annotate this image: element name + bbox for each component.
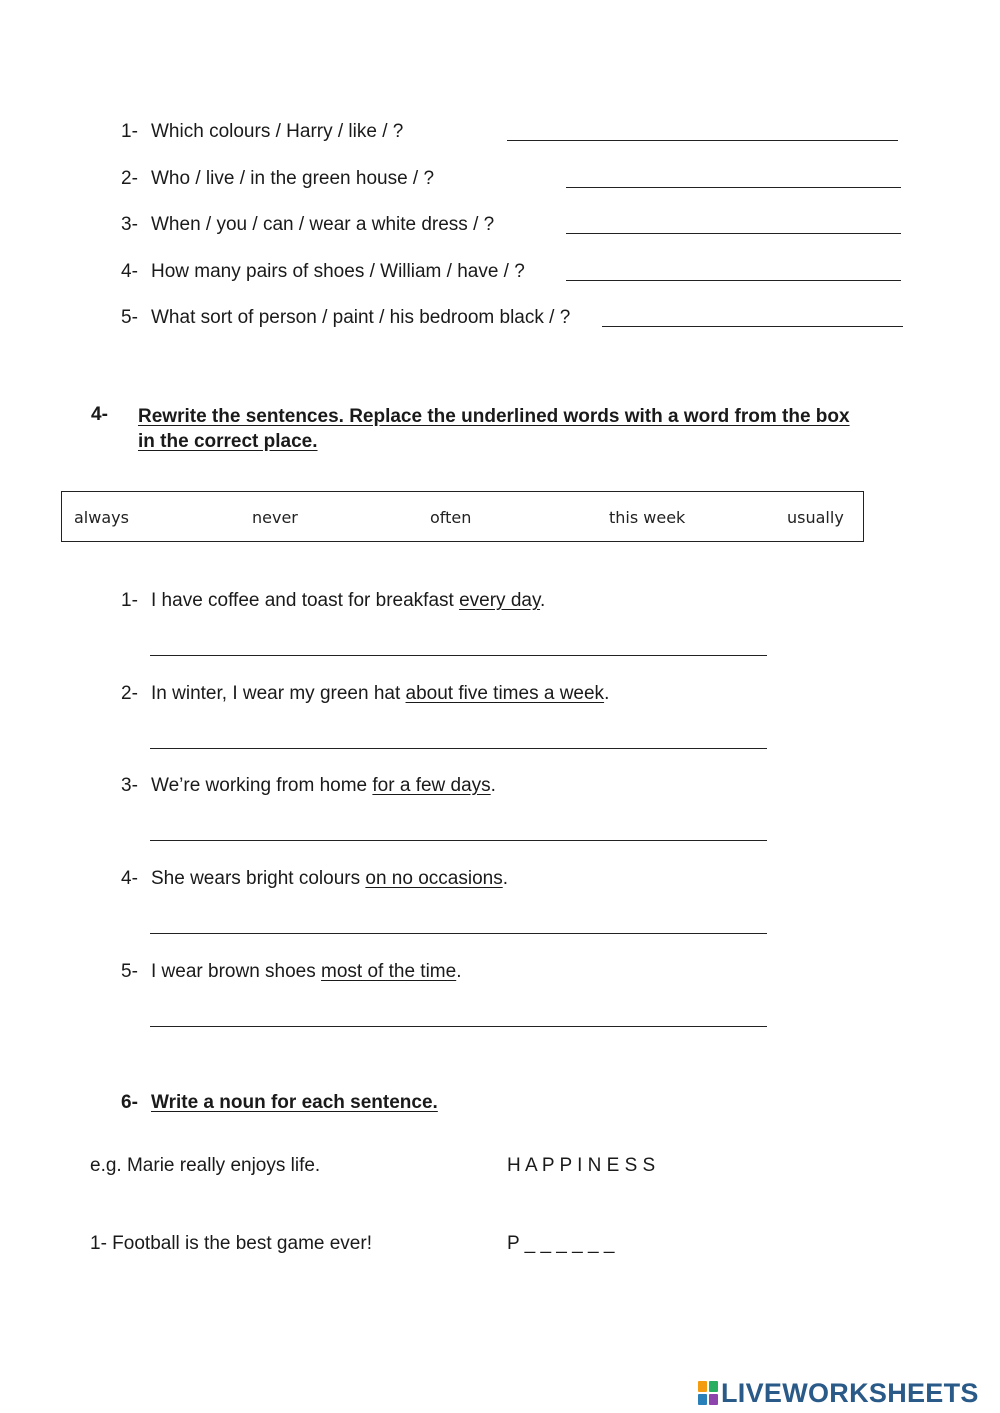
- word-box-item: never: [252, 508, 298, 527]
- word-box-item: always: [74, 508, 129, 527]
- sentence-2: [121, 683, 609, 705]
- question-3: [121, 214, 494, 236]
- sentence-number: 2-: [121, 683, 138, 704]
- question-1: [121, 121, 403, 143]
- question-2: [121, 168, 434, 190]
- question-number: 4-: [121, 261, 138, 282]
- question-text: What sort of person / paint / his bedroom black / ?: [151, 307, 571, 328]
- sentence-1: [121, 590, 545, 612]
- answer-line[interactable]: [566, 280, 901, 281]
- word-box-item: often: [430, 508, 472, 527]
- section-4-title: [138, 404, 908, 454]
- sentence-end: .: [604, 683, 610, 704]
- brand-name: LIVEWORKSHEETS: [721, 1377, 979, 1408]
- question-number: 2-: [121, 168, 138, 189]
- example-answer: H A P P I N E S S: [507, 1155, 656, 1176]
- underlined-phrase: for a few days: [372, 775, 491, 796]
- question-number: 5-: [121, 307, 138, 328]
- word-box-item: this week: [609, 508, 686, 527]
- sentence-4: [121, 868, 508, 890]
- section-6-title: Write a noun for each sentence.: [151, 1092, 438, 1113]
- underlined-phrase: every day: [459, 590, 541, 611]
- sentence-number: 1-: [121, 590, 138, 611]
- noun-answer-1[interactable]: P _ _ _ _ _ _: [507, 1233, 615, 1254]
- answer-line[interactable]: [507, 140, 898, 141]
- answer-line[interactable]: [150, 655, 767, 656]
- word-box-item: usually: [787, 508, 844, 527]
- sentence-number: 4-: [121, 868, 138, 889]
- example-sentence: e.g. Marie really enjoys life.: [90, 1155, 321, 1176]
- underlined-phrase: most of the time: [321, 961, 457, 982]
- section-6-number: 6-: [121, 1092, 138, 1113]
- logo-blocks-icon: [698, 1381, 718, 1405]
- sentence-text: I wear brown shoes: [151, 961, 322, 982]
- section-4-title-line-2: in the correct place.: [138, 431, 318, 452]
- sentence-text: I have coffee and toast for breakfast: [151, 590, 460, 611]
- sentence-end: .: [456, 961, 462, 982]
- sentence-end: .: [490, 775, 496, 796]
- sentence-end: .: [502, 868, 508, 889]
- question-5: [121, 307, 570, 329]
- question-text: Which colours / Harry / like / ?: [151, 121, 404, 142]
- section-4-title-line-1: Rewrite the sentences. Replace the underlined words with a word from the box: [138, 406, 850, 427]
- question-4: [121, 261, 525, 283]
- question-number: 3-: [121, 214, 138, 235]
- sentence-text: We’re working from home: [151, 775, 373, 796]
- question-number: 1-: [121, 121, 138, 142]
- sentence-number: 5-: [121, 961, 138, 982]
- sentence-text: In winter, I wear my green hat: [151, 683, 406, 704]
- section-4-number: 4-: [91, 404, 108, 425]
- answer-line[interactable]: [150, 933, 767, 934]
- sentence-number: 3-: [121, 775, 138, 796]
- sentence-end: .: [540, 590, 546, 611]
- liveworksheets-logo: [698, 1378, 979, 1408]
- section-6-heading: [121, 1092, 438, 1114]
- question-text: When / you / can / wear a white dress / ?: [151, 214, 495, 235]
- answer-line[interactable]: [150, 748, 767, 749]
- answer-line[interactable]: [150, 1026, 767, 1027]
- sentence-5: [121, 961, 461, 983]
- underlined-phrase: on no occasions: [365, 868, 503, 889]
- noun-sentence-1: 1- Football is the best game ever!: [90, 1233, 372, 1254]
- answer-line[interactable]: [566, 187, 901, 188]
- question-text: Who / live / in the green house / ?: [151, 168, 435, 189]
- question-text: How many pairs of shoes / William / have / ?: [151, 261, 525, 282]
- answer-line[interactable]: [602, 326, 903, 327]
- sentence-text: She wears bright colours: [151, 868, 366, 889]
- answer-line[interactable]: [566, 233, 901, 234]
- answer-line[interactable]: [150, 840, 767, 841]
- sentence-3: [121, 775, 496, 797]
- underlined-phrase: about five times a week: [405, 683, 605, 704]
